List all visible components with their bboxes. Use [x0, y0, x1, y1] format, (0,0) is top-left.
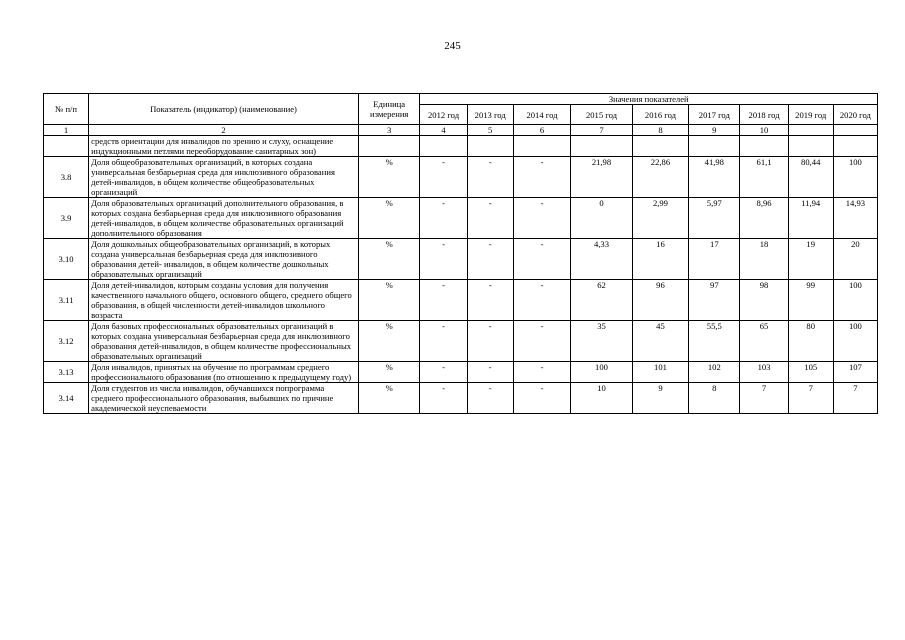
header-year: 2017 год [689, 105, 740, 125]
value-cell: 17 [689, 239, 740, 280]
header-year: 2016 год [632, 105, 688, 125]
value-cell: 80,44 [788, 157, 833, 198]
value-cell: - [467, 362, 513, 383]
value-cell: - [467, 280, 513, 321]
unit-cell: % [358, 157, 420, 198]
value-cell: - [467, 239, 513, 280]
table-row [44, 157, 878, 198]
row-number: 3.13 [44, 362, 89, 383]
value-cell: 5,97 [689, 198, 740, 239]
header-row-column-index [44, 125, 878, 136]
row-number: 3.12 [44, 321, 89, 362]
table-row [44, 362, 878, 383]
header-num: № п/п [44, 94, 89, 125]
value-cell: - [420, 321, 467, 362]
value-cell: 7 [788, 383, 833, 414]
value-cell: - [420, 239, 467, 280]
header-values-group: Значения показателей [420, 94, 878, 105]
unit-cell: % [358, 280, 420, 321]
value-cell: 8,96 [740, 198, 788, 239]
value-cell: 41,98 [689, 157, 740, 198]
header-year: 2012 год [420, 105, 467, 125]
header-year: 2013 год [467, 105, 513, 125]
value-cell: 19 [788, 239, 833, 280]
row-number: 3.10 [44, 239, 89, 280]
value-cell: 65 [740, 321, 788, 362]
value-cell: - [513, 280, 570, 321]
page-number: 245 [444, 40, 461, 52]
header-column-index: 6 [513, 125, 570, 136]
value-cell [420, 136, 467, 157]
table-row [44, 280, 878, 321]
header-column-index: 2 [89, 125, 359, 136]
unit-cell: % [358, 362, 420, 383]
value-cell: - [513, 383, 570, 414]
value-cell: 14,93 [833, 198, 877, 239]
value-cell: 96 [632, 280, 688, 321]
header-column-index: 9 [689, 125, 740, 136]
value-cell: 100 [833, 280, 877, 321]
table-row [44, 239, 878, 280]
value-cell: - [420, 198, 467, 239]
row-number: 3.14 [44, 383, 89, 414]
value-cell: 16 [632, 239, 688, 280]
unit-cell: % [358, 198, 420, 239]
value-cell: 2,99 [632, 198, 688, 239]
indicator-name: средств ориентации для инвалидов по зрению и слуху, оснащение индукционными петлями переоборудование санитарных зон) [89, 136, 359, 157]
value-cell: 107 [833, 362, 877, 383]
header-column-index: 10 [740, 125, 788, 136]
table-body [44, 136, 878, 414]
value-cell: 0 [571, 198, 633, 239]
header-column-index: 1 [44, 125, 89, 136]
header-column-index: 3 [358, 125, 420, 136]
header-year: 2015 год [571, 105, 633, 125]
value-cell: - [513, 362, 570, 383]
value-cell: 7 [833, 383, 877, 414]
value-cell [689, 136, 740, 157]
value-cell: 4,33 [571, 239, 633, 280]
unit-cell: % [358, 239, 420, 280]
value-cell: - [420, 383, 467, 414]
value-cell: 45 [632, 321, 688, 362]
value-cell: 62 [571, 280, 633, 321]
value-cell: - [513, 321, 570, 362]
value-cell: - [467, 383, 513, 414]
header-year: 2020 год [833, 105, 877, 125]
table-row [44, 321, 878, 362]
value-cell: - [467, 198, 513, 239]
value-cell [740, 136, 788, 157]
value-cell: - [513, 157, 570, 198]
value-cell [467, 136, 513, 157]
header-row-top [44, 94, 878, 105]
row-number: 3.8 [44, 157, 89, 198]
value-cell [632, 136, 688, 157]
value-cell: 9 [632, 383, 688, 414]
table-row [44, 136, 878, 157]
value-cell: 99 [788, 280, 833, 321]
row-number [44, 136, 89, 157]
row-number: 3.11 [44, 280, 89, 321]
header-indicator: Показатель (индикатор) (наименование) [89, 94, 359, 125]
unit-cell [358, 136, 420, 157]
value-cell [513, 136, 570, 157]
value-cell: 105 [788, 362, 833, 383]
header-year: 2018 год [740, 105, 788, 125]
value-cell: 101 [632, 362, 688, 383]
value-cell: 18 [740, 239, 788, 280]
value-cell: - [467, 157, 513, 198]
value-cell: 11,94 [788, 198, 833, 239]
table-row [44, 383, 878, 414]
header-column-index: 5 [467, 125, 513, 136]
header-column-index [833, 125, 877, 136]
unit-cell: % [358, 383, 420, 414]
table-row [44, 198, 878, 239]
value-cell: 7 [740, 383, 788, 414]
indicator-name: Доля студентов из числа инвалидов, обучавшихся попрограмма среднего профессионального образования, выбывших по причине академической неуспеваемости [89, 383, 359, 414]
value-cell: 97 [689, 280, 740, 321]
value-cell: 20 [833, 239, 877, 280]
indicator-name: Доля образовательных организаций дополнительного образования, в которых создана безбарьерная среда для инклюзивного образования детей-инвалидов, в общем количестве образовательных организаций дополнительного образования [89, 198, 359, 239]
value-cell: 98 [740, 280, 788, 321]
indicator-name: Доля дошкольных общеобразовательных организаций, в которых создана универсальная безбарьерная среда для инклюзивного образования детей- инвалидов, в общем количестве дошкольных образовательных организаций [89, 239, 359, 280]
value-cell: 55,5 [689, 321, 740, 362]
header-year: 2019 год [788, 105, 833, 125]
header-unit: Единица измерения [358, 94, 420, 125]
value-cell: 10 [571, 383, 633, 414]
header-column-index: 7 [571, 125, 633, 136]
value-cell: 21,98 [571, 157, 633, 198]
value-cell: 100 [571, 362, 633, 383]
value-cell: 8 [689, 383, 740, 414]
value-cell: 100 [833, 157, 877, 198]
value-cell [788, 136, 833, 157]
header-column-index: 8 [632, 125, 688, 136]
value-cell: - [420, 280, 467, 321]
value-cell [833, 136, 877, 157]
value-cell: 22,86 [632, 157, 688, 198]
header-year: 2014 год [513, 105, 570, 125]
value-cell: 35 [571, 321, 633, 362]
unit-cell: % [358, 321, 420, 362]
value-cell: 100 [833, 321, 877, 362]
value-cell [571, 136, 633, 157]
indicator-name: Доля общеобразовательных организаций, в которых создана универсальная безбарьерная среда для инклюзивного образования детей-инвалидов, в общем количестве общеобразовательных организаций [89, 157, 359, 198]
indicator-name: Доля базовых профессиональных образовательных организаций в которых создана универсальная безбарьерная среда для инклюзивного образования детей-инвалидов, в общем количестве профессиональных образовательных организаций [89, 321, 359, 362]
value-cell: - [467, 321, 513, 362]
value-cell: 61,1 [740, 157, 788, 198]
value-cell: - [420, 362, 467, 383]
row-number: 3.9 [44, 198, 89, 239]
header-column-index [788, 125, 833, 136]
indicator-name: Доля инвалидов, принятых на обучение по программам среднего профессионального образования (по отношению к предыдущему году) [89, 362, 359, 383]
value-cell: - [420, 157, 467, 198]
value-cell: - [513, 239, 570, 280]
value-cell: - [513, 198, 570, 239]
value-cell: 103 [740, 362, 788, 383]
value-cell: 80 [788, 321, 833, 362]
header-column-index: 4 [420, 125, 467, 136]
indicators-table [43, 93, 878, 414]
value-cell: 102 [689, 362, 740, 383]
indicator-name: Доля детей-инвалидов, которым созданы условия для получения качественного начального общего, основного общего, среднего общего образования, в общей численности детей-инвалидов школьного возраста [89, 280, 359, 321]
